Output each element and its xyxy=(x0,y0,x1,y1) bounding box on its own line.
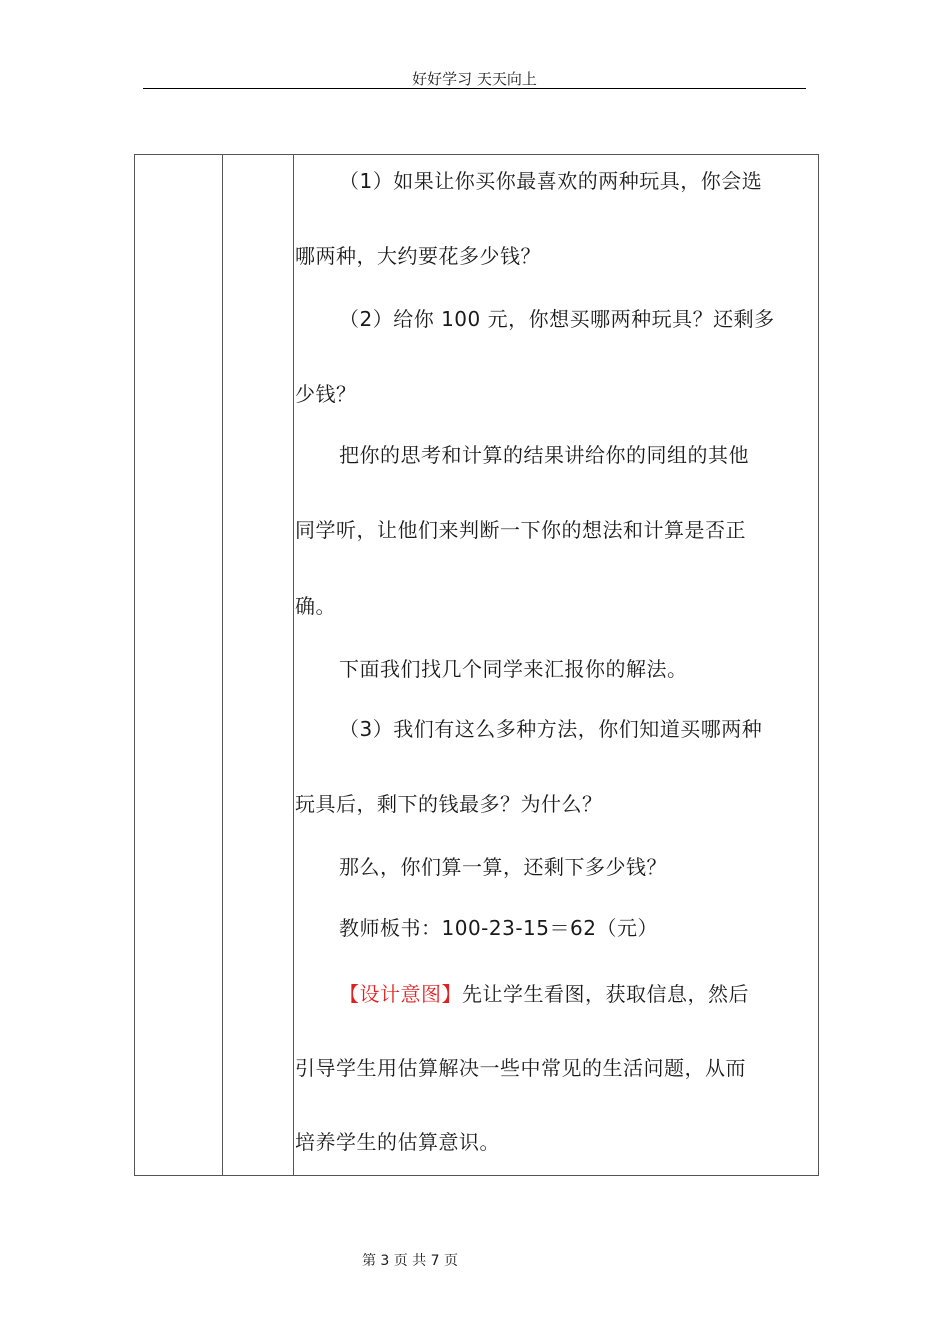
report-line: 下面我们找几个同学来汇报你的解法。 xyxy=(339,657,688,681)
question-1-line-2: 哪两种，大约要花多少钱？ xyxy=(295,244,541,268)
question-3-line-1: （3）我们有这么多种方法，你们知道买哪两种 xyxy=(339,717,763,741)
question-2-line-1: （2）给你 100 元，你想买哪两种玩具？还剩多 xyxy=(339,307,775,331)
discussion-line-2: 同学听，让他们来判断一下你的想法和计算是否正 xyxy=(295,518,746,542)
design-intent-line-2: 引导学生用估算解决一些中常见的生活问题，从而 xyxy=(295,1056,746,1080)
question-3-line-2: 玩具后，剩下的钱最多？为什么？ xyxy=(295,792,603,816)
discussion-line-1: 把你的思考和计算的结果讲给你的同组的其他 xyxy=(339,443,749,467)
design-intent-tag: 【设计意图】 xyxy=(339,982,462,1006)
question-1-line-1: （1）如果让你买你最喜欢的两种玩具，你会选 xyxy=(339,169,763,193)
discussion-line-3: 确。 xyxy=(295,594,336,618)
question-2-line-2: 少钱？ xyxy=(295,382,357,406)
header-rule xyxy=(143,88,806,89)
page-footer: 第 3 页 共 7 页 xyxy=(361,1253,459,1269)
design-intent-line-1 xyxy=(295,979,849,1009)
board-writing-line: 教师板书：100-23-15＝62（元） xyxy=(339,916,658,940)
column-divider-2 xyxy=(293,155,294,1175)
column-divider-1 xyxy=(222,155,223,1175)
page-header: 好好学习 天天向上 xyxy=(412,70,537,88)
calculate-line: 那么，你们算一算，还剩下多少钱？ xyxy=(339,855,667,879)
design-intent-text: 先让学生看图，获取信息，然后 xyxy=(462,982,749,1006)
design-intent-line-3: 培养学生的估算意识。 xyxy=(295,1130,500,1154)
